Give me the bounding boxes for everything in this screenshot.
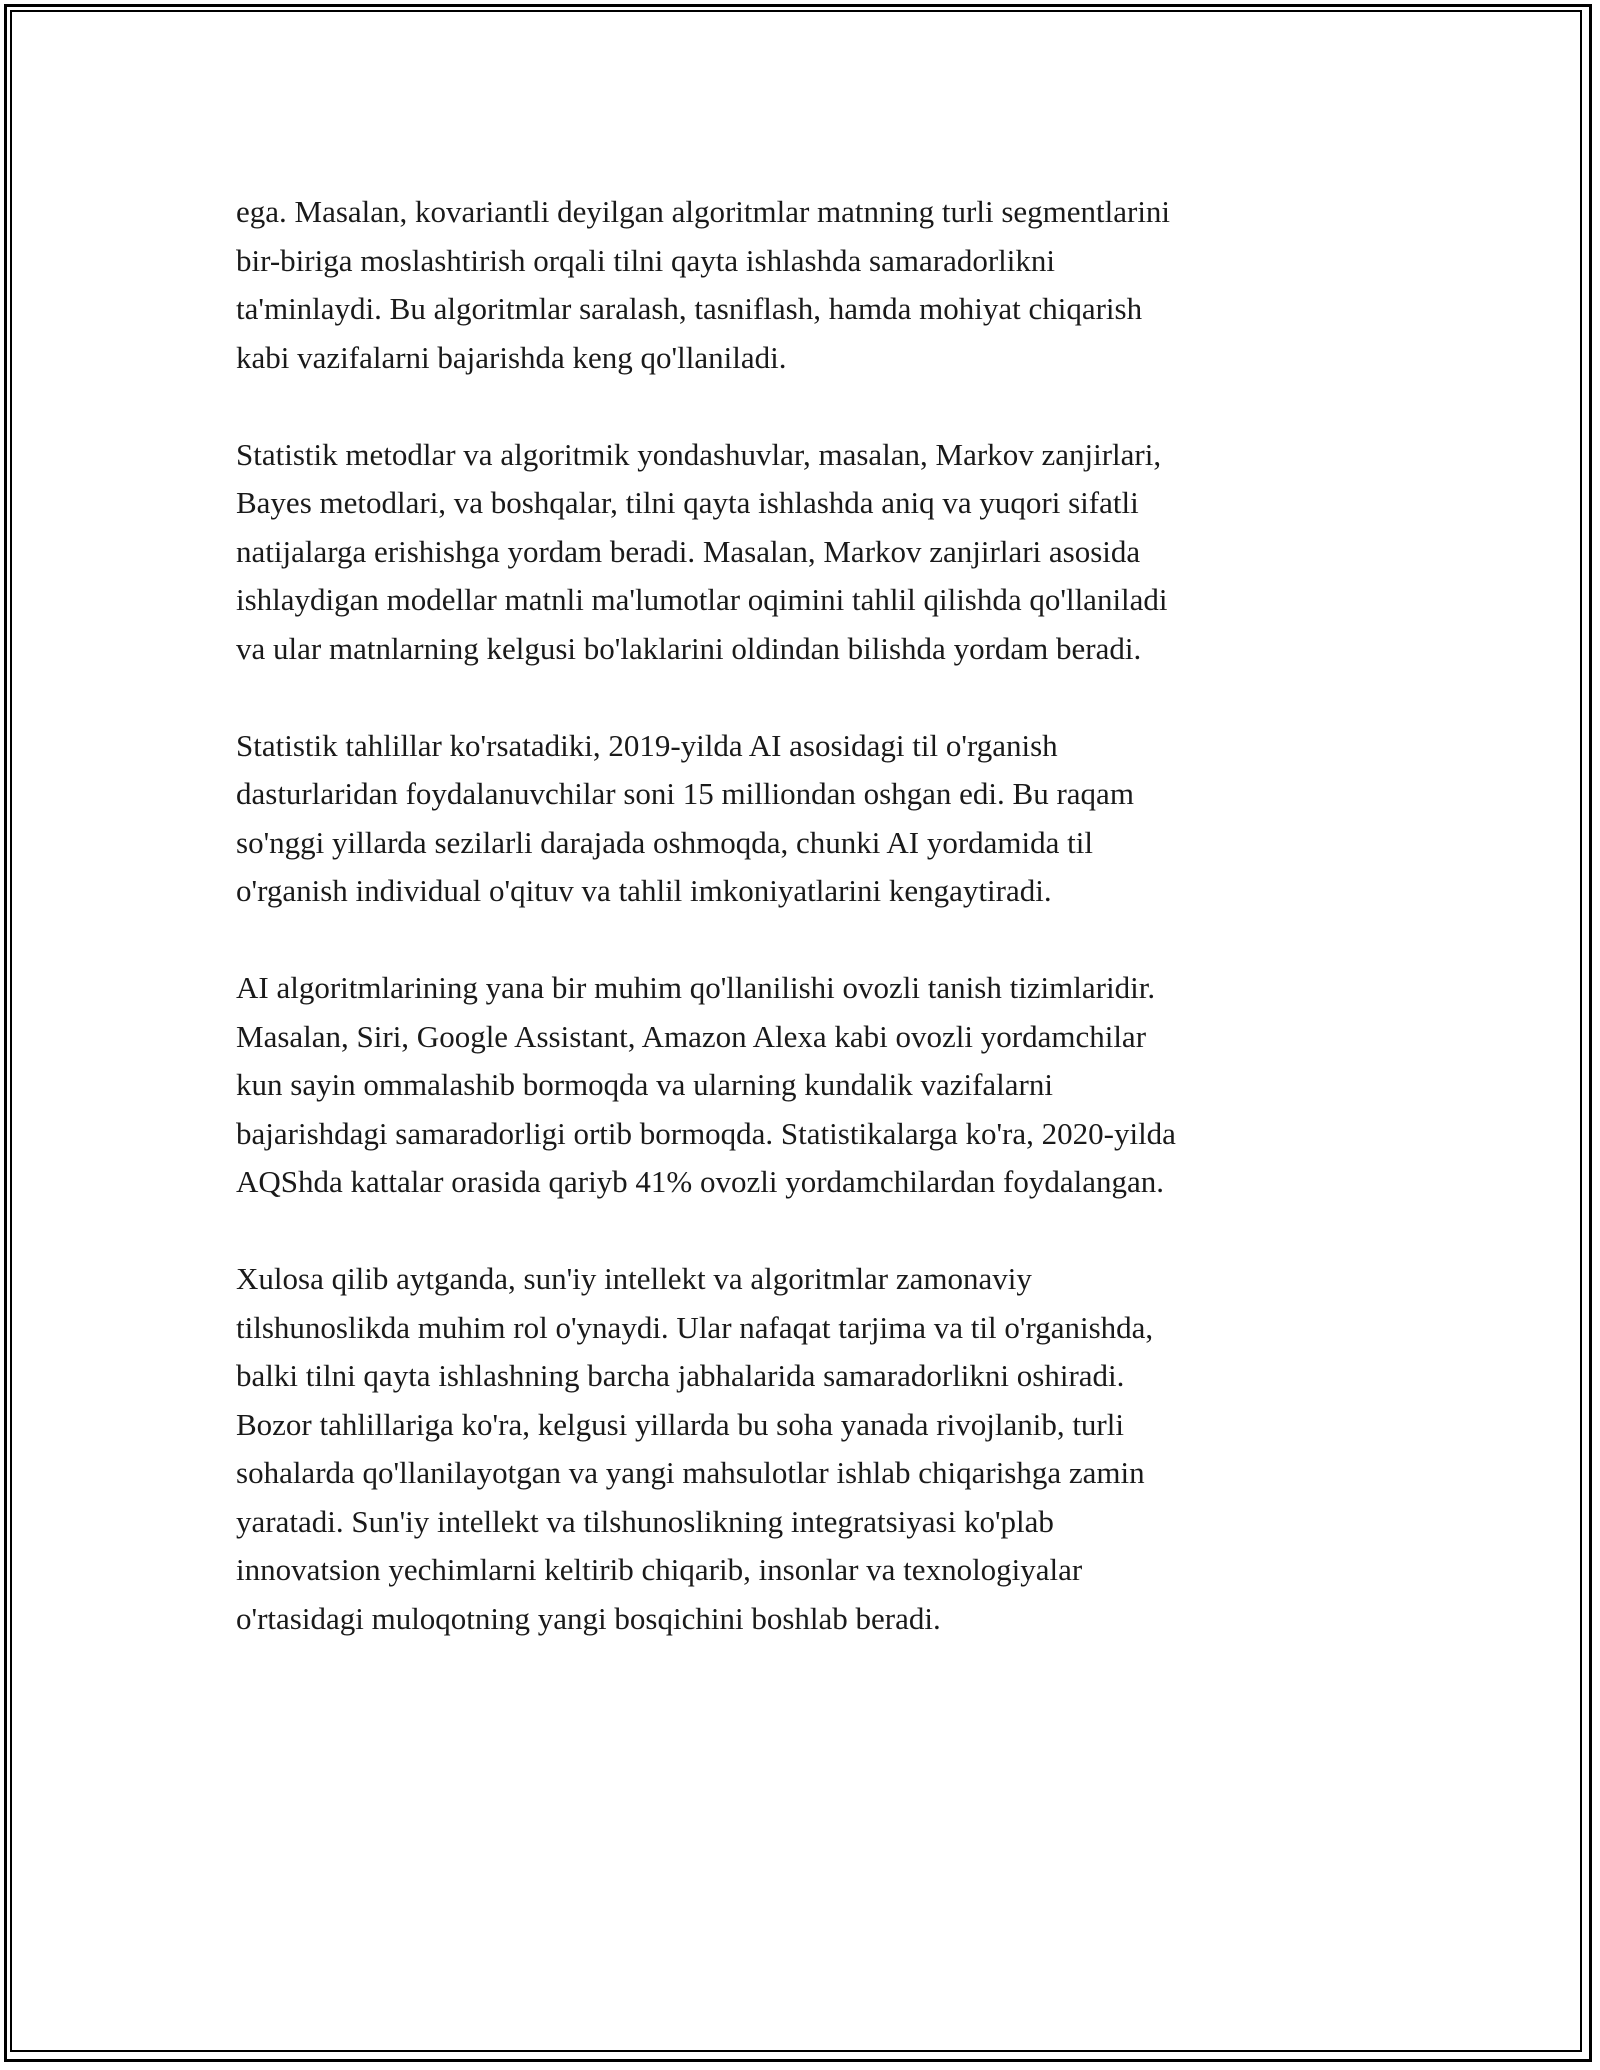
text-line: o'rtasidagi muloqotning yangi bosqichini boshlab beradi. [236, 1600, 941, 1636]
text-line: Bozor tahlillariga ko'ra, kelgusi yillarda bu soha yanada rivojlanib, turli [236, 1406, 1124, 1442]
text-line: Masalan, Siri, Google Assistant, Amazon Alexa kabi ovozli yordamchilar [236, 1018, 1147, 1054]
text-line: so'nggi yillarda sezilarli darajada oshmoqda, chunki AI yordamida til [236, 824, 1093, 860]
text-line: yaratadi. Sun'iy intellekt va tilshunoslikning integratsiyasi ko'plab [236, 1503, 1054, 1539]
paragraph [236, 722, 1366, 916]
text-line: ega. Masalan, kovariantli deyilgan algoritmlar matnning turli segmentlarini [236, 194, 1171, 229]
text-line: innovatsion yechimlarni keltirib chiqarib, insonlar va texnologiyalar [236, 1552, 1083, 1587]
text-line: tilshunoslikda muhim rol o'ynaydi. Ular nafaqat tarjima va til o'rganishda, [236, 1309, 1154, 1345]
text-line: o'rganish individual o'qituv va tahlil imkoniyatlarini kengaytiradi. [236, 873, 1052, 908]
text-line: AI algoritmlarining yana bir muhim qo'llanilishi ovozli tanish tizimlaridir. [236, 970, 1156, 1005]
text-line: balki tilni qayta ishlashning barcha jabhalarida samaradorlikni oshiradi. [236, 1358, 1125, 1393]
paragraph [236, 431, 1366, 674]
text-line: ishlaydigan modellar matnli ma'lumotlar oqimini tahlil qilishda qo'llaniladi [236, 582, 1168, 617]
text-line: Statistik tahlillar ko'rsatadiki, 2019-yilda AI asosidagi til o'rganish [236, 727, 1058, 763]
text-line: natijalarga erishishga yordam beradi. Masalan, Markov zanjirlari asosida [236, 533, 1141, 569]
text-line: AQShda kattalar orasida qariyb 41% ovozli yordamchilardan foydalangan. [236, 1164, 1164, 1199]
text-line: kabi vazifalarni bajarishda keng qo'llaniladi. [236, 339, 787, 375]
text-line: dasturlaridan foydalanuvchilar soni 15 milliondan oshgan edi. Bu raqam [236, 776, 1134, 811]
text-line: Statistik metodlar va algoritmik yondashuvlar, masalan, Markov zanjirlari, [236, 436, 1162, 472]
text-line: bir-biriga moslashtirish orqali tilni qayta ishlashda samaradorlikni [236, 242, 1055, 278]
paragraph [236, 188, 1366, 382]
text-line: va ular matnlarning kelgusi bo'laklarini oldindan bilishda yordam beradi. [236, 630, 1142, 666]
text-line: bajarishdagi samaradorligi ortib bormoqda. Statistikalarga ko'ra, 2020-yilda [236, 1115, 1176, 1151]
text-line: Xulosa qilib aytganda, sun'iy intellekt va algoritmlar zamonaviy [236, 1261, 1032, 1296]
paragraph [236, 964, 1366, 1207]
text-line: ta'minlaydi. Bu algoritmlar saralash, tasniflash, hamda mohiyat chiqarish [236, 291, 1143, 326]
text-line: sohalarda qo'llanilayotgan va yangi mahsulotlar ishlab chiqarishga zamin [236, 1455, 1145, 1490]
document-body [236, 188, 1366, 1692]
paragraph [236, 1255, 1366, 1643]
text-line: kun sayin ommalashib bormoqda va ularning kundalik vazifalarni [236, 1067, 1053, 1102]
text-line: Bayes metodlari, va boshqalar, tilni qayta ishlashda aniq va yuqori sifatli [236, 485, 1139, 520]
